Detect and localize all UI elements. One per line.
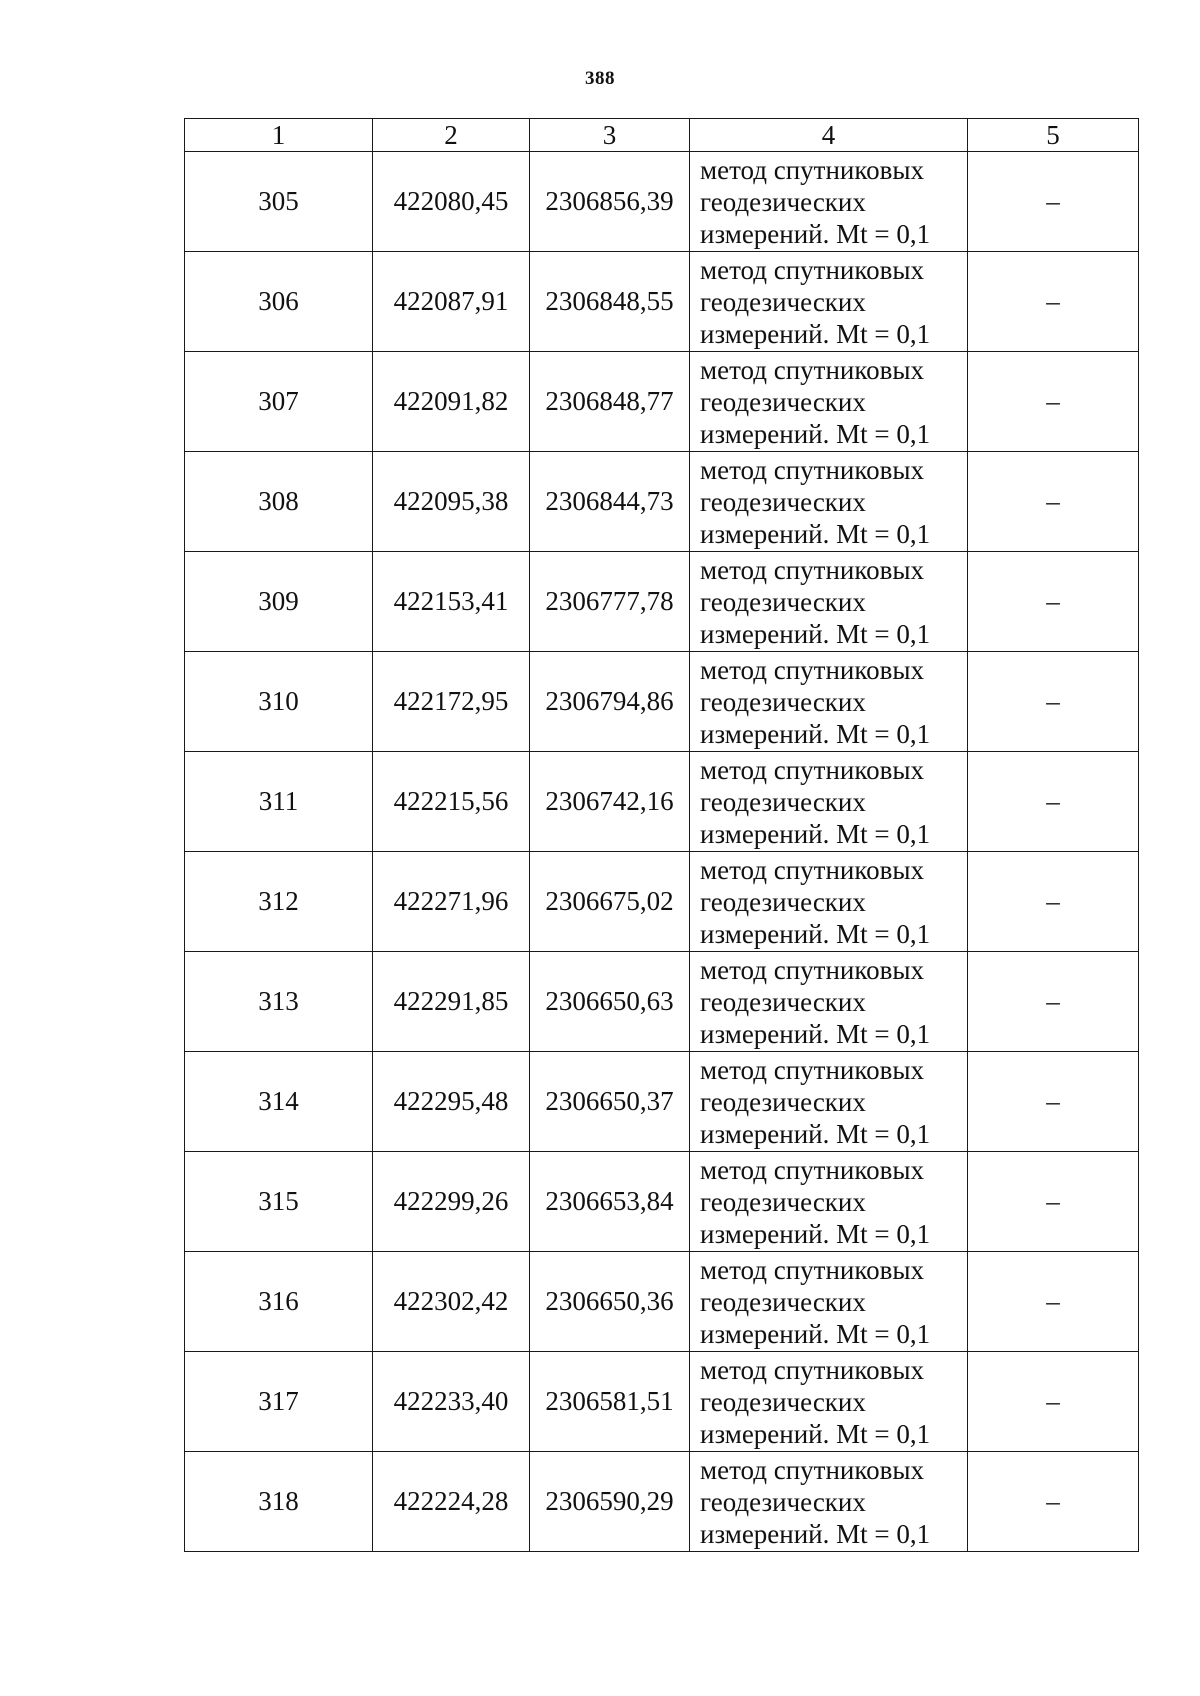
y-coordinate-cell: 2306848,77 [530, 352, 690, 452]
y-coordinate-cell: 2306777,78 [530, 552, 690, 652]
method-line: измерений. Mt = 0,1 [700, 918, 931, 949]
y-coordinate-cell: 2306650,36 [530, 1252, 690, 1352]
note-cell: – [968, 1052, 1139, 1152]
x-coordinate-cell: 422224,28 [373, 1452, 530, 1552]
x-coordinate-cell: 422291,85 [373, 952, 530, 1052]
method-cell [690, 752, 968, 852]
method-line: метод спутниковых [700, 554, 924, 585]
note-cell: – [968, 852, 1139, 952]
method-cell [690, 252, 968, 352]
method-line: метод спутниковых [700, 154, 924, 185]
point-number-cell: 314 [185, 1052, 373, 1152]
table-row [185, 1452, 1139, 1552]
note-cell: – [968, 752, 1139, 852]
point-number-cell: 312 [185, 852, 373, 952]
method-line: измерений. Mt = 0,1 [700, 818, 931, 849]
note-cell: – [968, 552, 1139, 652]
method-line: метод спутниковых [700, 1454, 924, 1485]
method-line: метод спутниковых [700, 654, 924, 685]
point-number-cell: 315 [185, 1152, 373, 1252]
x-coordinate-cell: 422153,41 [373, 552, 530, 652]
method-line: измерений. Mt = 0,1 [700, 218, 931, 249]
method-line: измерений. Mt = 0,1 [700, 1318, 931, 1349]
method-cell [690, 1152, 968, 1252]
y-coordinate-cell: 2306742,16 [530, 752, 690, 852]
method-line: измерений. Mt = 0,1 [700, 618, 931, 649]
x-coordinate-cell: 422080,45 [373, 152, 530, 252]
x-coordinate-cell: 422299,26 [373, 1152, 530, 1252]
note-cell: – [968, 952, 1139, 1052]
method-cell [690, 1252, 968, 1352]
point-number-cell: 316 [185, 1252, 373, 1352]
method-line: измерений. Mt = 0,1 [700, 718, 931, 749]
method-line: метод спутниковых [700, 354, 924, 385]
y-coordinate-cell: 2306856,39 [530, 152, 690, 252]
y-coordinate-cell: 2306848,55 [530, 252, 690, 352]
method-cell [690, 1452, 968, 1552]
method-line: измерений. Mt = 0,1 [700, 418, 931, 449]
note-cell: – [968, 1152, 1139, 1252]
method-line: геодезических [700, 586, 866, 617]
x-coordinate-cell: 422087,91 [373, 252, 530, 352]
method-cell [690, 352, 968, 452]
method-line: геодезических [700, 886, 866, 917]
method-line: геодезических [700, 1186, 866, 1217]
table-row [185, 352, 1139, 452]
method-cell [690, 1052, 968, 1152]
x-coordinate-cell: 422295,48 [373, 1052, 530, 1152]
header-col-5: 5 [968, 119, 1139, 152]
x-coordinate-cell: 422172,95 [373, 652, 530, 752]
point-number-cell: 317 [185, 1352, 373, 1452]
method-line: измерений. Mt = 0,1 [700, 318, 931, 349]
method-cell [690, 952, 968, 1052]
header-row [185, 119, 1139, 152]
method-line: метод спутниковых [700, 1154, 924, 1185]
coordinates-table [184, 118, 1139, 1552]
point-number-cell: 310 [185, 652, 373, 752]
method-line: геодезических [700, 386, 866, 417]
method-line: геодезических [700, 1386, 866, 1417]
method-line: измерений. Mt = 0,1 [700, 1018, 931, 1049]
method-line: метод спутниковых [700, 1354, 924, 1385]
x-coordinate-cell: 422215,56 [373, 752, 530, 852]
point-number-cell: 311 [185, 752, 373, 852]
y-coordinate-cell: 2306650,37 [530, 1052, 690, 1152]
method-cell [690, 152, 968, 252]
method-line: метод спутниковых [700, 254, 924, 285]
method-line: геодезических [700, 1086, 866, 1117]
point-number-cell: 307 [185, 352, 373, 452]
method-line: геодезических [700, 786, 866, 817]
method-line: метод спутниковых [700, 954, 924, 985]
note-cell: – [968, 452, 1139, 552]
method-cell [690, 1352, 968, 1452]
table-row [185, 1152, 1139, 1252]
method-line: геодезических [700, 1286, 866, 1317]
method-line: метод спутниковых [700, 454, 924, 485]
point-number-cell: 306 [185, 252, 373, 352]
method-line: геодезических [700, 686, 866, 717]
header-col-3: 3 [530, 119, 690, 152]
table-row [185, 652, 1139, 752]
x-coordinate-cell: 422091,82 [373, 352, 530, 452]
note-cell: – [968, 152, 1139, 252]
method-line: геодезических [700, 186, 866, 217]
y-coordinate-cell: 2306844,73 [530, 452, 690, 552]
note-cell: – [968, 1452, 1139, 1552]
method-line: измерений. Mt = 0,1 [700, 1518, 931, 1549]
x-coordinate-cell: 422095,38 [373, 452, 530, 552]
table-row [185, 852, 1139, 952]
point-number-cell: 305 [185, 152, 373, 252]
method-line: метод спутниковых [700, 754, 924, 785]
note-cell: – [968, 352, 1139, 452]
table-row [185, 1252, 1139, 1352]
method-cell [690, 552, 968, 652]
table-row [185, 752, 1139, 852]
method-line: геодезических [700, 1486, 866, 1517]
point-number-cell: 308 [185, 452, 373, 552]
method-line: измерений. Mt = 0,1 [700, 1218, 931, 1249]
header-col-2: 2 [373, 119, 530, 152]
header-col-1: 1 [185, 119, 373, 152]
method-line: измерений. Mt = 0,1 [700, 1118, 931, 1149]
y-coordinate-cell: 2306794,86 [530, 652, 690, 752]
method-line: метод спутниковых [700, 1054, 924, 1085]
table-header [185, 119, 1139, 152]
x-coordinate-cell: 422271,96 [373, 852, 530, 952]
x-coordinate-cell: 422302,42 [373, 1252, 530, 1352]
method-cell [690, 852, 968, 952]
table-body [185, 152, 1139, 1552]
table-row [185, 1352, 1139, 1452]
page-number: 388 [585, 68, 615, 89]
method-line: геодезических [700, 286, 866, 317]
table-row [185, 552, 1139, 652]
note-cell: – [968, 1252, 1139, 1352]
method-line: метод спутниковых [700, 854, 924, 885]
y-coordinate-cell: 2306581,51 [530, 1352, 690, 1452]
method-cell [690, 452, 968, 552]
point-number-cell: 309 [185, 552, 373, 652]
y-coordinate-cell: 2306650,63 [530, 952, 690, 1052]
table-row [185, 1052, 1139, 1152]
table-row [185, 952, 1139, 1052]
note-cell: – [968, 252, 1139, 352]
method-line: геодезических [700, 486, 866, 517]
note-cell: – [968, 652, 1139, 752]
y-coordinate-cell: 2306590,29 [530, 1452, 690, 1552]
point-number-cell: 318 [185, 1452, 373, 1552]
method-line: метод спутниковых [700, 1254, 924, 1285]
table-row [185, 452, 1139, 552]
table-row [185, 152, 1139, 252]
table-row [185, 252, 1139, 352]
method-line: измерений. Mt = 0,1 [700, 518, 931, 549]
y-coordinate-cell: 2306653,84 [530, 1152, 690, 1252]
method-line: геодезических [700, 986, 866, 1017]
header-col-4: 4 [690, 119, 968, 152]
y-coordinate-cell: 2306675,02 [530, 852, 690, 952]
point-number-cell: 313 [185, 952, 373, 1052]
x-coordinate-cell: 422233,40 [373, 1352, 530, 1452]
method-line: измерений. Mt = 0,1 [700, 1418, 931, 1449]
note-cell: – [968, 1352, 1139, 1452]
method-cell [690, 652, 968, 752]
